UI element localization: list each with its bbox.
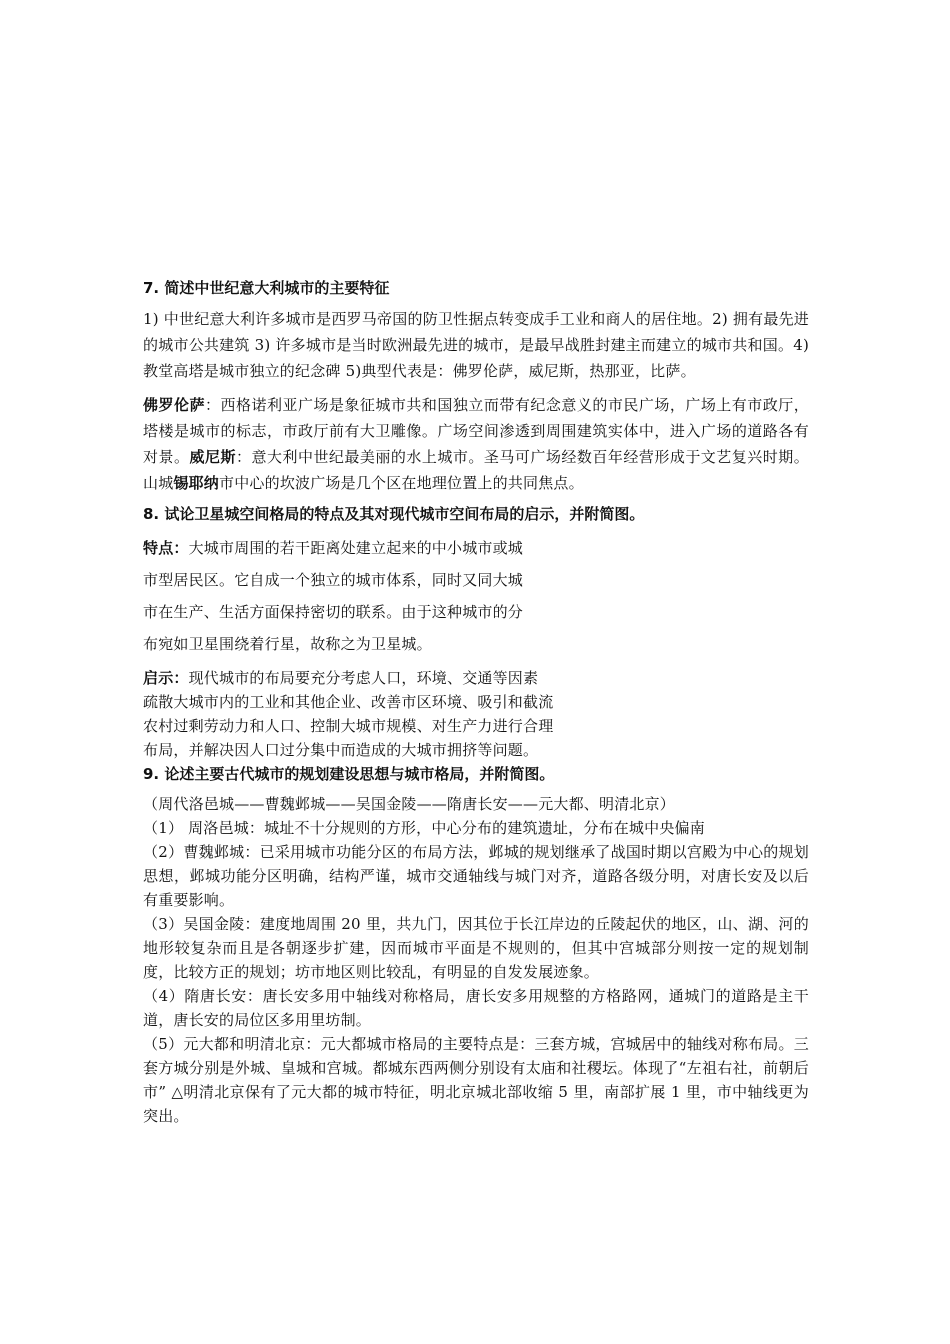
feature-line-2: 市型居民区。它自成一个独立的城市体系，同时又同大城	[143, 571, 524, 589]
satellite-insights	[143, 666, 573, 762]
question-9-item-4: （4）隋唐长安：唐长安多用中轴线对称格局，唐长安多用规整的方格路网，通城门的道路是主干道，唐长安的局位区多用里坊制。	[143, 987, 809, 1029]
venice-text: ：意大利中世纪最美丽的水上城市。圣马可广场经数百年经营形成于文艺复兴时期。山城	[143, 448, 809, 492]
florence-text: ：西格诺利亚广场是象征城市共和国独立而带有纪念意义的市民广场，广场上有市政厅，塔楼是城市的标志，市政厅前有大卫雕像。广场空间渗透到周围建筑实体中，进入广场的道路各有对景。	[143, 396, 809, 466]
question-9-item-1: （1） 周洛邑城：城址不十分规则的方形，中心分布的建筑遗址，分布在城中央偏南	[143, 819, 705, 837]
insight-line-4: 布局，并解决因人口过分集中而造成的大城市拥挤等问题。	[143, 741, 539, 759]
question-9-item-5: （5）元大都和明清北京：元大都城市格局的主要特点是：三套方城，宫城居中的轴线对称布局。三套方城分别是外城、皇城和宫城。都城东西两侧分别设有太庙和社稷坛。体现了“左祖右社，前朝后市” △明清北京保有了元大都的城市特征，明北京城北部收缩 5 里，南部扩展 1 里，市中轴线更为突出。	[143, 1035, 809, 1125]
feature-line-4: 布宛如卫星围绕着行星，故称之为卫星城。	[143, 635, 432, 653]
siena-text: 市中心的坎波广场是几个区在地理位置上的共同焦点。	[219, 474, 584, 492]
satellite-features	[143, 532, 573, 660]
florence-label: 佛罗伦萨	[143, 396, 205, 414]
insight-label: 启示：	[143, 669, 189, 687]
document-page	[143, 276, 809, 1128]
siena-label: 锡耶纳	[173, 474, 220, 492]
question-7-examples	[143, 392, 809, 496]
feature-line-1: 特点：大城市周围的若干距离处建立起来的中小城市或城	[143, 539, 524, 557]
question-9-item-3: （3）吴国金陵：建度地周围 20 里，共九门，因其位于长江岸边的丘陵起伏的地区，山、湖、河的地形较复杂而且是各朝逐步扩建，因而城市平面是不规则的，但其中宫城部分则按一定的规划制度，比较方正的规划；坊市地区则比较乱，有明显的自发发展迹象。	[143, 915, 809, 981]
question-9-item-2: （2）曹魏邺城：已采用城市功能分区的布局方法，邺城的规划继承了战国时期以宫殿为中心的规划思想，邺城功能分区明确，结构严谨，城市交通轴线与城门对齐，道路各级分明，对唐长安及以后有重要影响。	[143, 843, 809, 909]
question-9-title: 9. 论述主要古代城市的规划建设思想与城市格局，并附简图。	[143, 765, 555, 783]
feature-line-3: 市在生产、生活方面保持密切的联系。由于这种城市的分	[143, 603, 524, 621]
insight-line-1: 启示：现代城市的布局要充分考虑人口，环境、交通等因素	[143, 669, 539, 687]
question-8-title: 8. 试论卫星城空间格局的特点及其对现代城市空间布局的启示，并附简图。	[143, 505, 645, 523]
question-7-features: 1) 中世纪意大利许多城市是西罗马帝国的防卫性据点转变成手工业和商人的居住地。2) 拥有最先进的城市公共建筑 3) 许多城市是当时欧洲最先进的城市，是最早战胜封建主而建立的城市共和国。4) 教堂高塔是城市独立的纪念碑 5)典型代表是：佛罗伦萨，威尼斯，热那亚，比萨。	[143, 310, 809, 380]
feature-label: 特点：	[143, 539, 189, 557]
insight-line-3: 农村过剩劳动力和人口、控制大城市规模、对生产力进行合理	[143, 717, 554, 735]
venice-label: 威尼斯	[189, 448, 236, 466]
question-7-title: 7. 简述中世纪意大利城市的主要特征	[143, 279, 390, 297]
question-9-intro: （周代洛邑城——曹魏邺城——吴国金陵——隋唐长安——元大都、明清北京）	[143, 795, 676, 813]
insight-line-2: 疏散大城市内的工业和其他企业、改善市区环境、吸引和截流	[143, 693, 554, 711]
